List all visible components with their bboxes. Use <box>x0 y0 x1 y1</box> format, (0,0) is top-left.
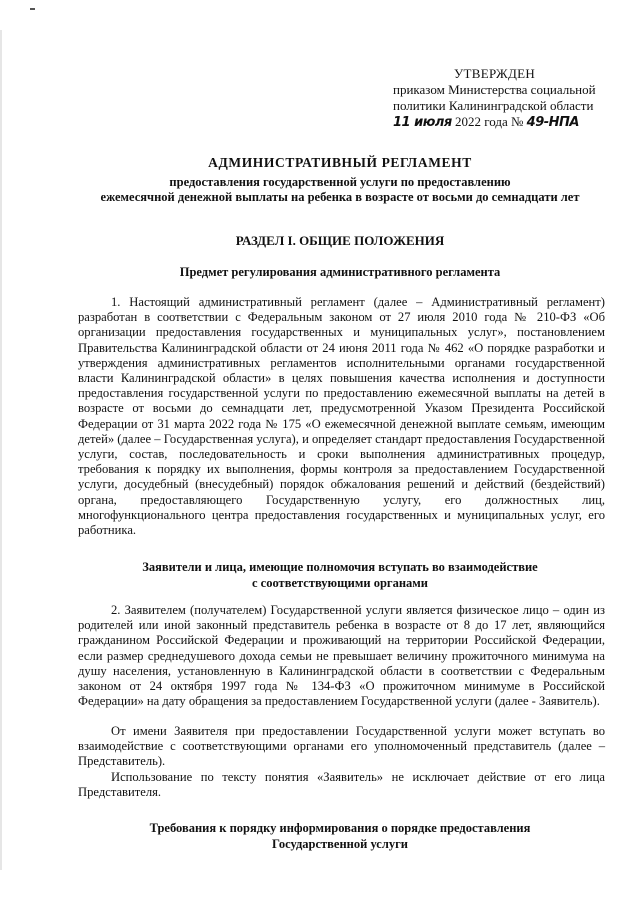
subtitle-line-2: ежемесячной денежной выплаты на ребенка в возрасте от восьми до семнадцати лет <box>100 190 580 204</box>
scan-mark <box>30 8 35 10</box>
approval-heading: УТВЕРЖДЕН <box>454 66 536 81</box>
paragraph-3: От имени Заявителя при предоставлении Государственной услуги может вступать во взаимодействие с соответствующими органами его уполномоченный представитель (далее – Представитель). <box>78 724 605 769</box>
subheading-information-line-2: Государственной услуги <box>272 837 408 851</box>
subheading-applicants-line-1: Заявители и лица, имеющие полномочия вступать во взаимодействие <box>142 560 538 574</box>
subheading-information <box>40 820 640 852</box>
paragraph-1: 1. Настоящий административный регламент (далее – Административный регламент) разработан в соответствии с Федеральным законом от 27 июля 2010 года № 210-ФЗ «Об организации предоставления государственных и муниципальных услуг», постановлением Правительства Калининградской области от 24 июня 2011 года № 462 «О порядке разработки и утверждения административных регламентов исполнительными органами государственной власти Калининградской области» в целях повышения качества исполнения и доступности предоставления государственной услуги по предоставлению ежемесячной выплаты на детей в возрасте от восьми до семнадцати лет, предусмотренной Указом Президента Российской Федерации от 31 марта 2022 года № 175 «О ежемесячной денежной выплате семьям, имеющим детей» (далее – Государственная услуга), и определяет стандарт предоставления Государственной услуги, состав, последовательность и сроки выполнения административных процедур, требования к порядку их выполнения, формы контроля за предоставлением Государственной услуги, досудебный (внесудебный) порядок обжалования решений и действий (бездействий) органа, предоставляющего Государственную услугу, его должностных лиц, многофункционального центра предоставления государственных и муниципальных услуг, его работника. <box>78 295 605 538</box>
paragraph-4: Использование по тексту понятия «Заявитель» не исключает действие от его лица Представителя. <box>78 770 605 800</box>
subheading-applicants-line-2: с соответствующими органами <box>252 576 428 590</box>
approval-block <box>393 66 625 131</box>
handwritten-date: 11 июля <box>393 115 452 130</box>
subheading-subject: Предмет регулирования административного регламента <box>179 265 501 279</box>
scan-edge <box>0 30 2 870</box>
subheading-information-line-1: Требования к порядку информирования о порядке предоставления <box>149 821 531 835</box>
approval-date-line <box>393 114 625 131</box>
document-title: АДМИНИСТРАТИВНЫЙ РЕГЛАМЕНТ <box>208 155 472 170</box>
paragraph-2: 2. Заявителем (получателем) Государственной услуги является физическое лицо – один из родителей или иной законный представитель ребенка в возрасте от 8 до 17 лет, являющийся гражданином Российской Федерации и проживающий на территории Российской Федерации, если размер среднедушевого дохода семьи не превышает величину прожиточного минимума на душу населения, установленную в Калининградской области в соответствии с Федеральным законом от 24 октября 1997 года № 134-ФЗ «О прожиточном минимуме в Российской Федерации» на дату обращения за предоставлением Государственной услуги (далее - Заявитель). <box>78 603 605 709</box>
subheading-applicants <box>40 559 640 591</box>
approval-line-1: приказом Министерства социальной <box>393 82 596 97</box>
approval-line-2: политики Калининградской области <box>393 98 594 113</box>
subtitle-line-1: предоставления государственной услуги по предоставлению <box>169 175 511 189</box>
document-subtitle <box>40 175 640 205</box>
handwritten-number: 49-НПА <box>526 115 579 130</box>
section-heading: РАЗДЕЛ I. ОБЩИЕ ПОЛОЖЕНИЯ <box>235 233 445 248</box>
approval-year: 2022 года № <box>454 114 524 129</box>
